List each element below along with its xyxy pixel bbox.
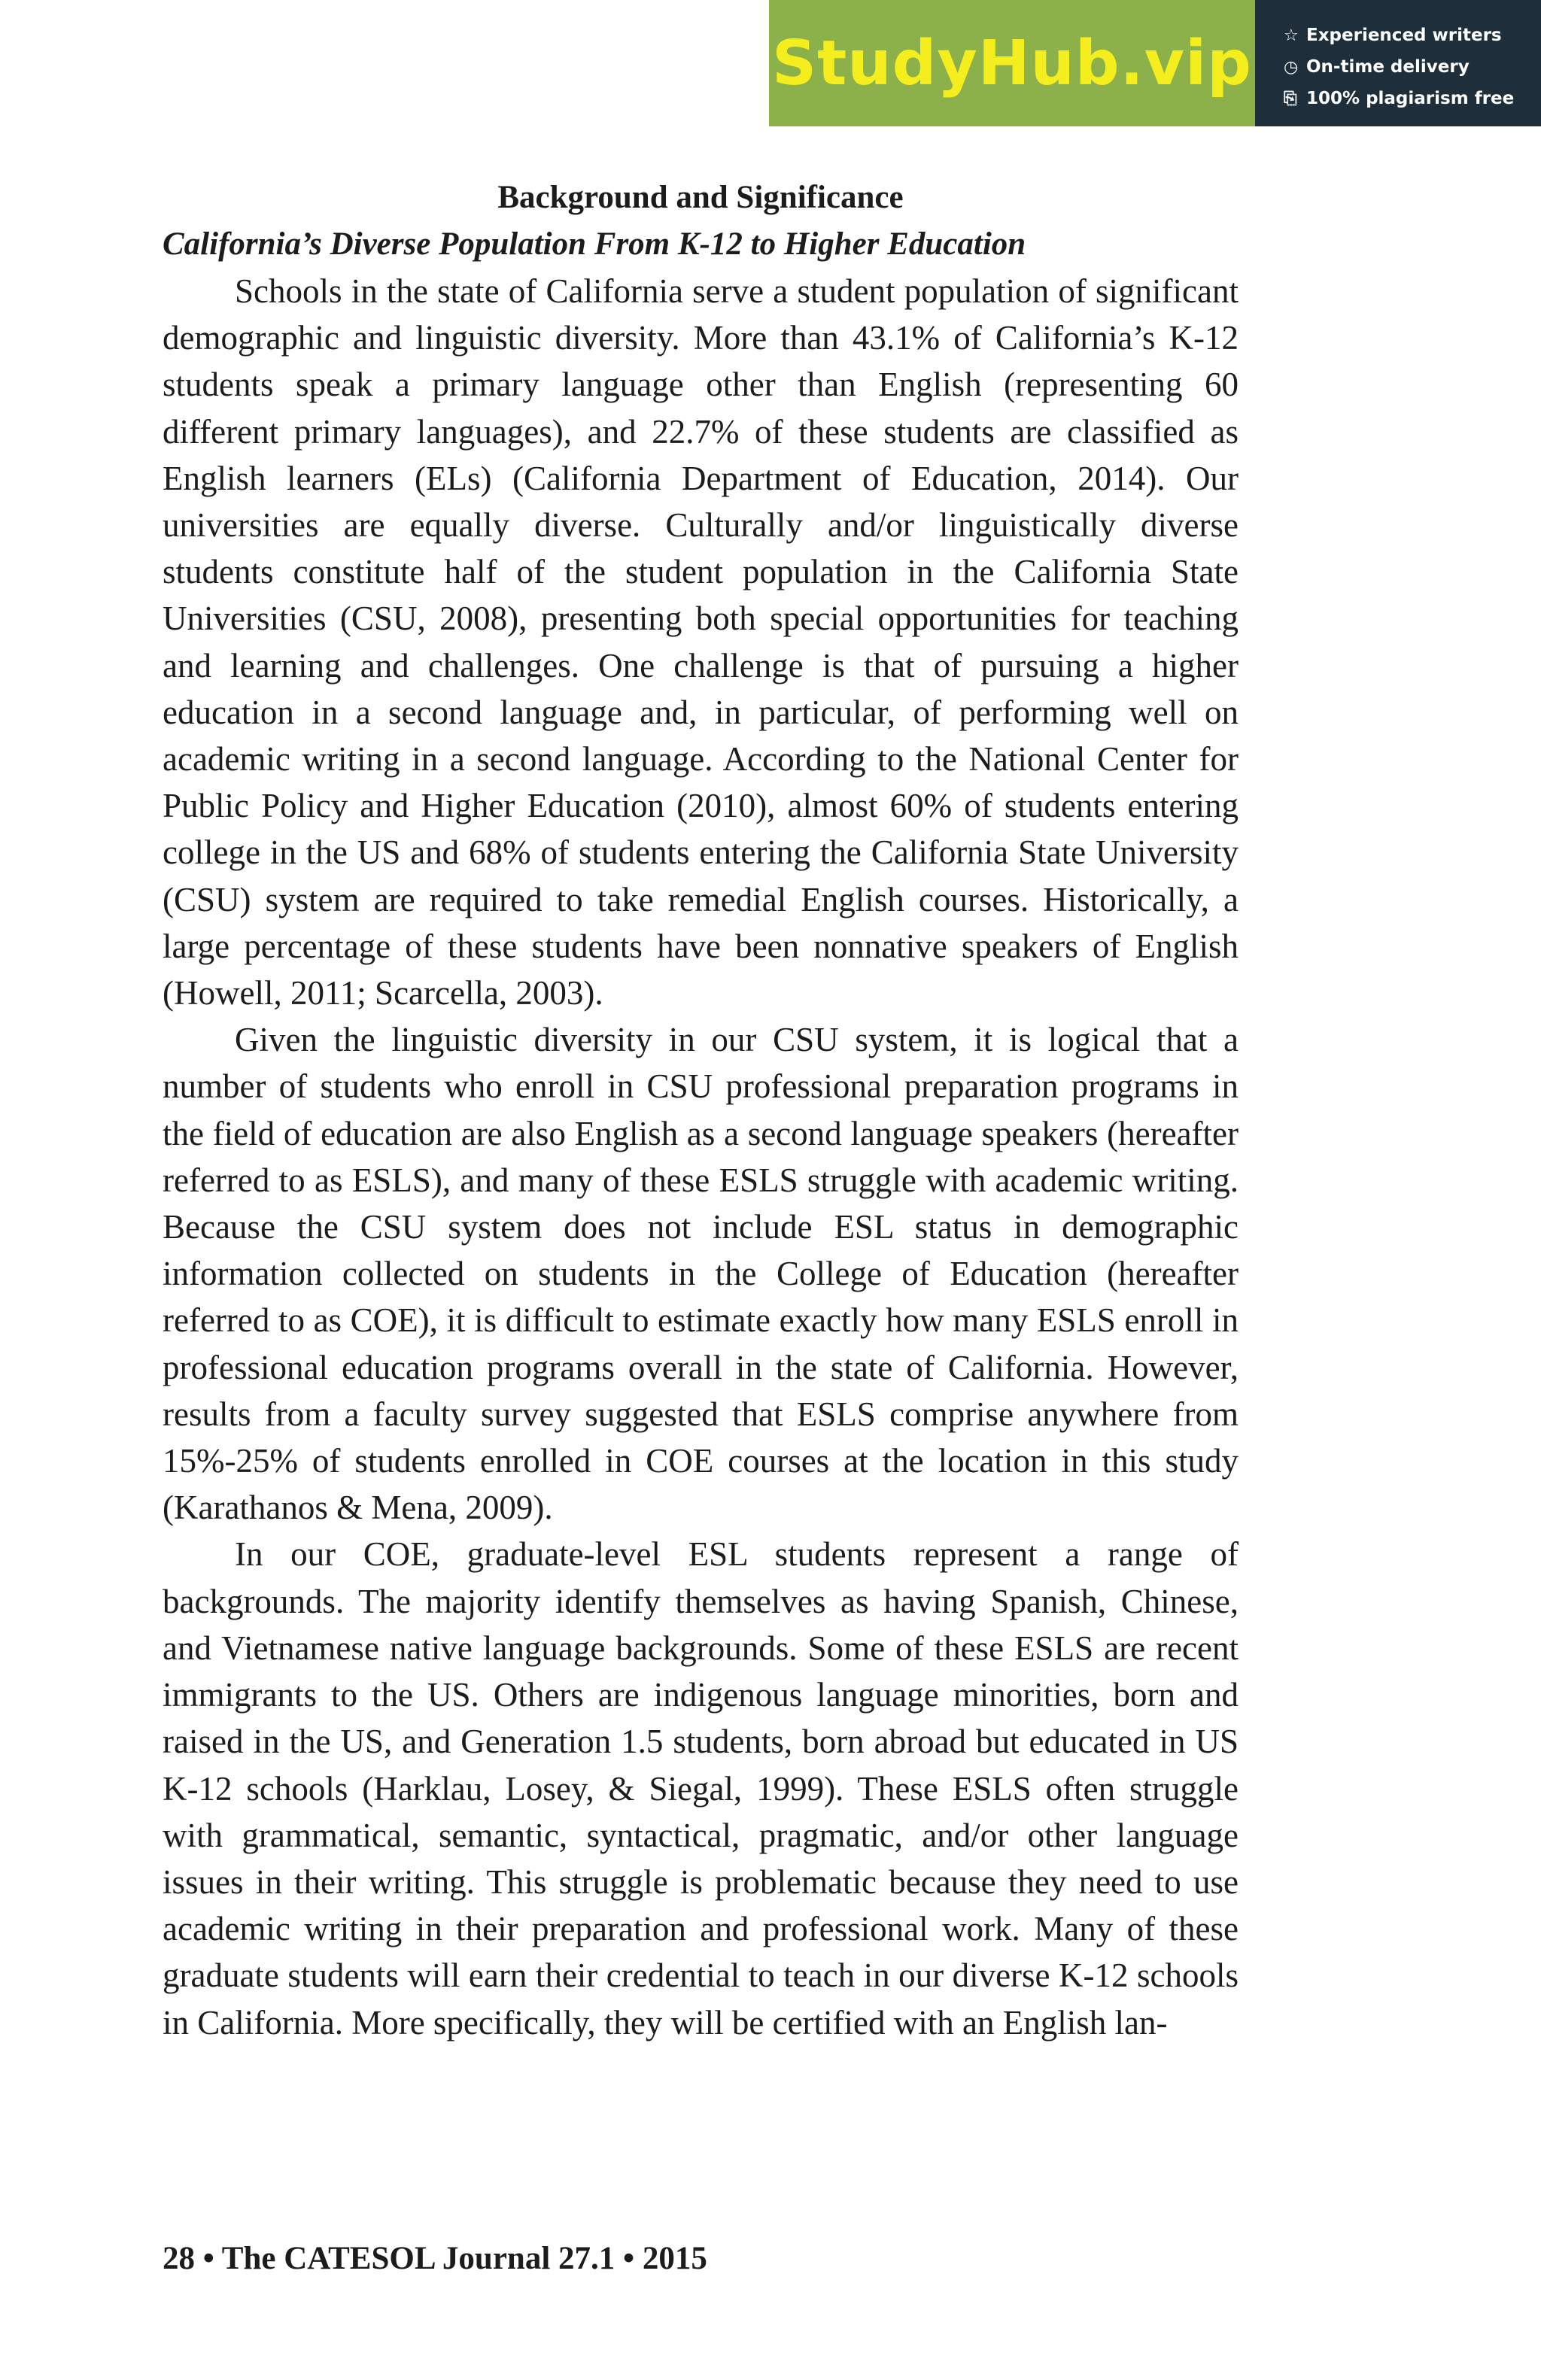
studyhub-logo[interactable]	[769, 0, 1255, 126]
journal-name: The CATESOL Journal 27.1	[221, 2241, 615, 2276]
feature-list	[1255, 0, 1541, 126]
paragraph: In our COE, graduate-level ESL students represent a range of backgrounds. The majority identify themselves as having Spanish, Chinese, and Vietnamese native language backgrounds. Some of these ESLS are recent immigrants to the US. Others are indigenous language minorities, born and raised in the US, and Generation 1.5 students, born abroad but educated in US K-12 schools (Harklau, Losey, & Siegal, 1999). These ESLS often struggle with grammatical, semantic, syntactical, pragmatic, and/or other language issues in their writing. This struggle is problematic because they need to use academic writing in their preparation and professional work. Many of these graduate students will earn their credential to teach in our diverse K-12 schools in California. More specifically, they will be certified with an English lan-	[163, 1535, 1239, 2042]
document-check-icon: ⎘	[1284, 89, 1297, 108]
bullet-separator: •	[623, 2241, 643, 2276]
page-footer	[163, 2240, 707, 2277]
feature-text: Experienced writers	[1306, 26, 1502, 45]
feature-item	[1284, 20, 1541, 51]
bullet-separator: •	[202, 2241, 222, 2276]
feature-text: On-time delivery	[1306, 57, 1470, 77]
section-subheading: California’s Diverse Population From K-12 to Higher Education	[163, 226, 1026, 262]
article-body	[163, 175, 1239, 2046]
page-number: 28	[163, 2241, 195, 2276]
logo-text: StudyHub.vip	[772, 27, 1252, 99]
ad-banner[interactable]	[769, 0, 1541, 126]
star-icon: ☆	[1284, 26, 1299, 45]
clock-icon: ◷	[1284, 57, 1299, 77]
feature-text: 100% plagiarism free	[1306, 89, 1515, 108]
feature-item	[1284, 83, 1541, 114]
section-heading: Background and Significance	[497, 180, 904, 215]
paragraph: Schools in the state of California serve a student population of significant demographic and linguistic diversity. More than 43.1% of California’s K-12 students speak a primary language other than English (representing 60 different primary languages), and 22.7% of these students are classified as English learners (ELs) (California Department of Education, 2014). Our universities are equally diverse. Culturally and/or linguistically diverse students constitute half of the student population in the California State Universities (CSU, 2008), presenting both special opportunities for teaching and learning and challenges. One challenge is that of pursuing a higher education in a second language and, in particular, of performing well on academic writing in a second language. According to the National Center for Public Policy and Higher Education (2010), almost 60% of students entering college in the US and 68% of students entering the California State University (CSU) system are required to take remedial English courses. Historically, a large percentage of these students have been nonnative speakers of English (Howell, 2011; Scarcella, 2003).	[163, 272, 1239, 1012]
feature-item	[1284, 51, 1541, 83]
paragraph: Given the linguistic diversity in our CSU system, it is logical that a number of students who enroll in CSU professional preparation programs in the field of education are also English as a second language speakers (hereafter referred to as ESLS), and many of these ESLS struggle with academic writing. Because the CSU system does not include ESL status in demographic information collected on students in the College of Education (hereafter referred to as COE), it is difficult to estimate exactly how many ESLS enroll in professional education programs overall in the state of California. However, results from a faculty survey suggested that ESLS comprise anywhere from 15%-25% of students enrolled in COE courses at the location in this study (Karathanos & Mena, 2009).	[163, 1021, 1239, 1527]
journal-year: 2015	[642, 2241, 707, 2276]
